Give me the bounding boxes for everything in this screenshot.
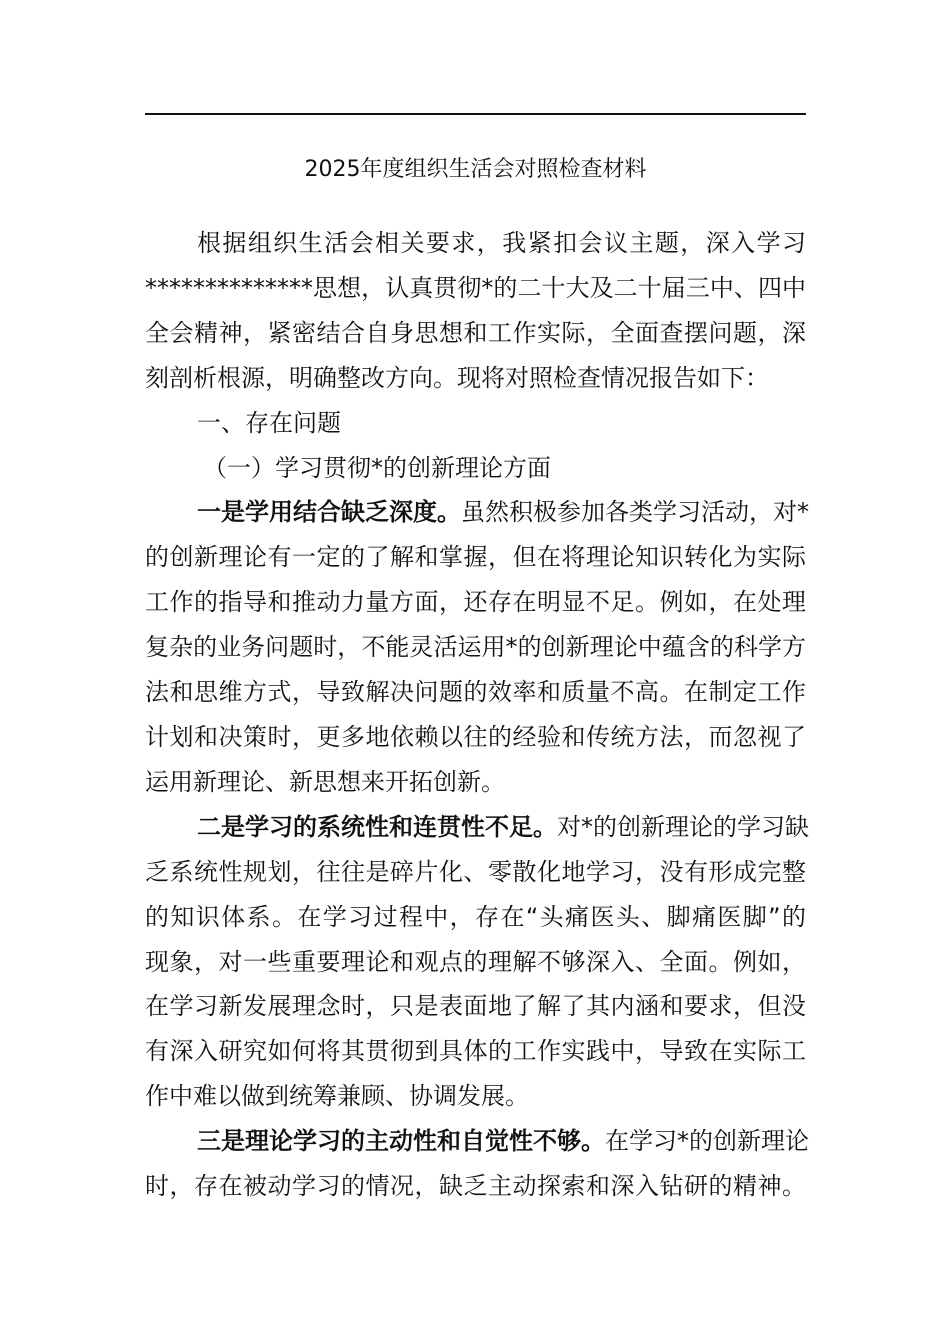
point-line: 乏系统性规划，往往是碎片化、零散化地学习，没有形成完整: [145, 857, 806, 886]
point-line: 作中难以做到统筹兼顾、协调发展。: [145, 1082, 529, 1111]
point-line: 的知识体系。在学习过程中，存在“头痛医头、脚痛医脚”的: [145, 902, 806, 931]
subsection-heading: （一）学习贯彻*的创新理论方面: [203, 453, 551, 482]
point-line: 有深入研究如何将其贯彻到具体的工作实践中，导致在实际工: [145, 1037, 806, 1066]
point-line: 在学习新发展理念时，只是表面地了解了其内涵和要求，但没: [145, 992, 806, 1021]
point-line: 法和思维方式，导致解决问题的效率和质量不高。在制定工作: [145, 678, 806, 707]
point-line: 现象，对一些重要理论和观点的理解不够深入、全面。例如，: [145, 947, 806, 976]
header-rule: [145, 113, 806, 115]
point-line: 的创新理论有一定的了解和掌握，但在将理论知识转化为实际: [145, 543, 806, 572]
point-line: 复杂的业务问题时，不能灵活运用*的创新理论中蕴含的科学方: [145, 633, 806, 662]
point-line: [145, 805, 809, 850]
point-line: 时，存在被动学习的情况，缺乏主动探索和深入钻研的精神。: [145, 1172, 806, 1201]
document-body: [145, 221, 809, 1209]
point-line: 工作的指导和推动力量方面，还存在明显不足。例如，在处理: [145, 588, 806, 617]
point-lead: 三是理论学习的主动性和自觉性不够。: [197, 1127, 605, 1156]
point-line: [145, 1119, 809, 1164]
point-text: 虽然积极参加各类学习活动，对*: [461, 498, 809, 527]
point-line: 运用新理论、新思想来开拓创新。: [145, 767, 505, 796]
intro-line: 刻剖析根源，明确整改方向。现将对照检查情况报告如下：: [145, 363, 769, 392]
point-lead: 一是学用结合缺乏深度。: [197, 498, 461, 527]
intro-line: **************思想，认真贯彻*的二十大及二十届三中、四中: [145, 273, 806, 302]
section-heading: 一、存在问题: [197, 408, 341, 437]
point-lead: 二是学习的系统性和连贯性不足。: [197, 812, 557, 841]
intro-line: 全会精神，紧密结合自身思想和工作实际，全面查摆问题，深: [145, 318, 806, 347]
point-line: 计划和决策时，更多地依赖以往的经验和传统方法，而忽视了: [145, 722, 806, 751]
point-line: [145, 490, 809, 535]
point-text: 对*的创新理论的学习缺: [557, 812, 809, 841]
intro-line: 根据组织生活会相关要求，我紧扣会议主题，深入学习: [197, 229, 806, 257]
document-title: 2025年度组织生活会对照检查材料: [304, 157, 647, 182]
point-text: 在学习*的创新理论: [605, 1127, 809, 1156]
